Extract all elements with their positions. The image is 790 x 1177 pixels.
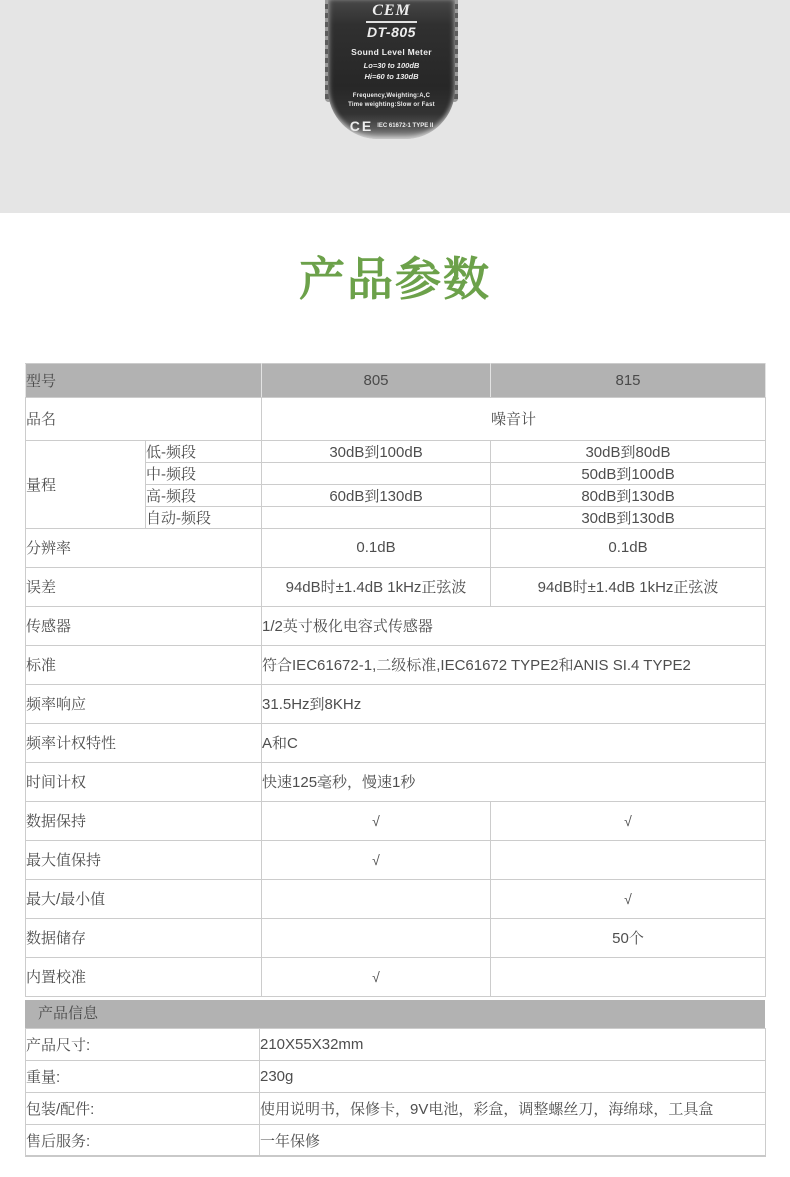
spec-band-auto: 自动-频段 bbox=[146, 506, 262, 528]
spec-label-sensor: 传感器 bbox=[26, 606, 262, 645]
spec-max-min-805 bbox=[262, 879, 491, 918]
spec-value-frequency-response: 31.5Hz到8KHz bbox=[262, 684, 766, 723]
info-row-after-sales bbox=[26, 1124, 766, 1156]
device-product-name: Sound Level Meter bbox=[351, 47, 432, 57]
spec-band-low: 低-频段 bbox=[146, 440, 262, 462]
spec-label-data-hold: 数据保持 bbox=[26, 801, 262, 840]
device-range-high: Hi=60 to 130dB bbox=[364, 71, 419, 81]
spec-row-model bbox=[26, 363, 766, 397]
spec-builtin-calibration-815 bbox=[491, 957, 766, 996]
device-weighting-line1: Frequency,Weighting:A,C bbox=[352, 92, 431, 99]
section-title: 产品参数 bbox=[299, 253, 491, 305]
spec-row-max-hold bbox=[26, 840, 766, 879]
info-value-after-sales: 一年保修 bbox=[260, 1124, 766, 1156]
spec-resolution-815: 0.1dB bbox=[491, 528, 766, 567]
spec-builtin-calibration-805: √ bbox=[262, 957, 491, 996]
spec-max-hold-805: √ bbox=[262, 840, 491, 879]
spec-label-max-hold: 最大值保持 bbox=[26, 840, 262, 879]
info-section-header: 产品信息 bbox=[25, 1000, 765, 1028]
spec-range-low-805: 30dB到100dB bbox=[262, 440, 491, 462]
spec-data-hold-815: √ bbox=[491, 801, 766, 840]
spec-row-accuracy bbox=[26, 567, 766, 606]
spec-max-min-815: √ bbox=[491, 879, 766, 918]
info-row-packaging bbox=[26, 1092, 766, 1124]
device-brand-logo: CEM bbox=[366, 2, 417, 23]
spec-band-mid: 中-频段 bbox=[146, 462, 262, 484]
product-photo-section bbox=[0, 0, 790, 213]
spec-label-standard: 标准 bbox=[26, 645, 262, 684]
spec-row-data-storage bbox=[26, 918, 766, 957]
info-row-dimensions bbox=[26, 1028, 766, 1060]
spec-accuracy-805: 94dB时±1.4dB 1kHz正弦波 bbox=[262, 567, 491, 606]
info-label-dimensions: 产品尺寸: bbox=[26, 1028, 260, 1060]
spec-range-high-805: 60dB到130dB bbox=[262, 484, 491, 506]
spec-range-high-815: 80dB到130dB bbox=[491, 484, 766, 506]
spec-table bbox=[25, 363, 766, 997]
spec-value-standard: 符合IEC61672-1,二级标准,IEC61672 TYPE2和ANIS SI.4 TYPE2 bbox=[262, 645, 766, 684]
spec-range-mid-805 bbox=[262, 462, 491, 484]
device-cert-row bbox=[328, 118, 455, 134]
spec-row-frequency-weighting bbox=[26, 723, 766, 762]
spec-data-storage-815: 50个 bbox=[491, 918, 766, 957]
device-weighting-line2: Time weighting:Slow or Fast bbox=[348, 102, 435, 109]
spec-label-range: 量程 bbox=[26, 440, 146, 528]
spec-label-data-storage: 数据储存 bbox=[26, 918, 262, 957]
spec-row-sensor bbox=[26, 606, 766, 645]
spec-row-max-min bbox=[26, 879, 766, 918]
spec-row-product-name bbox=[26, 397, 766, 440]
spec-label-frequency-response: 频率响应 bbox=[26, 684, 262, 723]
spec-range-low-815: 30dB到80dB bbox=[491, 440, 766, 462]
device-range-text bbox=[328, 61, 455, 83]
device-body bbox=[328, 0, 455, 139]
spec-accuracy-815: 94dB时±1.4dB 1kHz正弦波 bbox=[491, 567, 766, 606]
spec-model-815: 815 bbox=[491, 363, 766, 397]
spec-label-builtin-calibration: 内置校准 bbox=[26, 957, 262, 996]
spec-data-hold-805: √ bbox=[262, 801, 491, 840]
spec-model-805: 805 bbox=[262, 363, 491, 397]
info-value-packaging: 使用说明书，保修卡，9V电池，彩盒，调整螺丝刀，海绵球，工具盒 bbox=[260, 1092, 766, 1124]
spec-label-accuracy: 误差 bbox=[26, 567, 262, 606]
spec-range-auto-805 bbox=[262, 506, 491, 528]
spec-row-builtin-calibration bbox=[26, 957, 766, 996]
spec-band-high: 高-频段 bbox=[146, 484, 262, 506]
info-label-weight: 重量: bbox=[26, 1060, 260, 1092]
spec-range-mid-815: 50dB到100dB bbox=[491, 462, 766, 484]
info-label-packaging: 包装/配件: bbox=[26, 1092, 260, 1124]
info-value-dimensions: 210X55X32mm bbox=[260, 1028, 766, 1060]
info-table bbox=[25, 1028, 766, 1158]
spec-value-time-weighting: 快速125毫秒，慢速1秒 bbox=[262, 762, 766, 801]
spec-value-sensor: 1/2英寸极化电容式传感器 bbox=[262, 606, 766, 645]
spec-row-frequency-response bbox=[26, 684, 766, 723]
spec-max-hold-815 bbox=[491, 840, 766, 879]
spec-label-frequency-weighting: 频率计权特性 bbox=[26, 723, 262, 762]
sound-level-meter-photo bbox=[328, 0, 455, 139]
spec-label-resolution: 分辨率 bbox=[26, 528, 262, 567]
spec-row-resolution bbox=[26, 528, 766, 567]
spec-resolution-805: 0.1dB bbox=[262, 528, 491, 567]
spec-label-time-weighting: 时间计权 bbox=[26, 762, 262, 801]
spec-row-data-hold bbox=[26, 801, 766, 840]
spec-data-storage-805 bbox=[262, 918, 491, 957]
spec-label-max-min: 最大/最小值 bbox=[26, 879, 262, 918]
info-row-weight bbox=[26, 1060, 766, 1092]
info-label-after-sales: 售后服务: bbox=[26, 1124, 260, 1156]
spec-label-model: 型号 bbox=[26, 363, 262, 397]
spec-value-product-name: 噪音计 bbox=[262, 397, 766, 440]
ce-mark-icon: CE bbox=[349, 117, 374, 134]
info-value-weight: 230g bbox=[260, 1060, 766, 1092]
spec-value-frequency-weighting: A和C bbox=[262, 723, 766, 762]
spec-row-standard bbox=[26, 645, 766, 684]
device-model-label: DT-805 bbox=[367, 24, 416, 40]
device-weighting-text bbox=[328, 92, 455, 111]
spec-label-product-name: 品名 bbox=[26, 397, 262, 440]
spec-row-range-low bbox=[26, 440, 766, 462]
spec-row-time-weighting bbox=[26, 762, 766, 801]
device-cert-label: IEC 61672-1 TYPE II bbox=[377, 122, 434, 129]
device-range-low: Lo=30 to 100dB bbox=[363, 61, 420, 70]
spec-range-auto-815: 30dB到130dB bbox=[491, 506, 766, 528]
